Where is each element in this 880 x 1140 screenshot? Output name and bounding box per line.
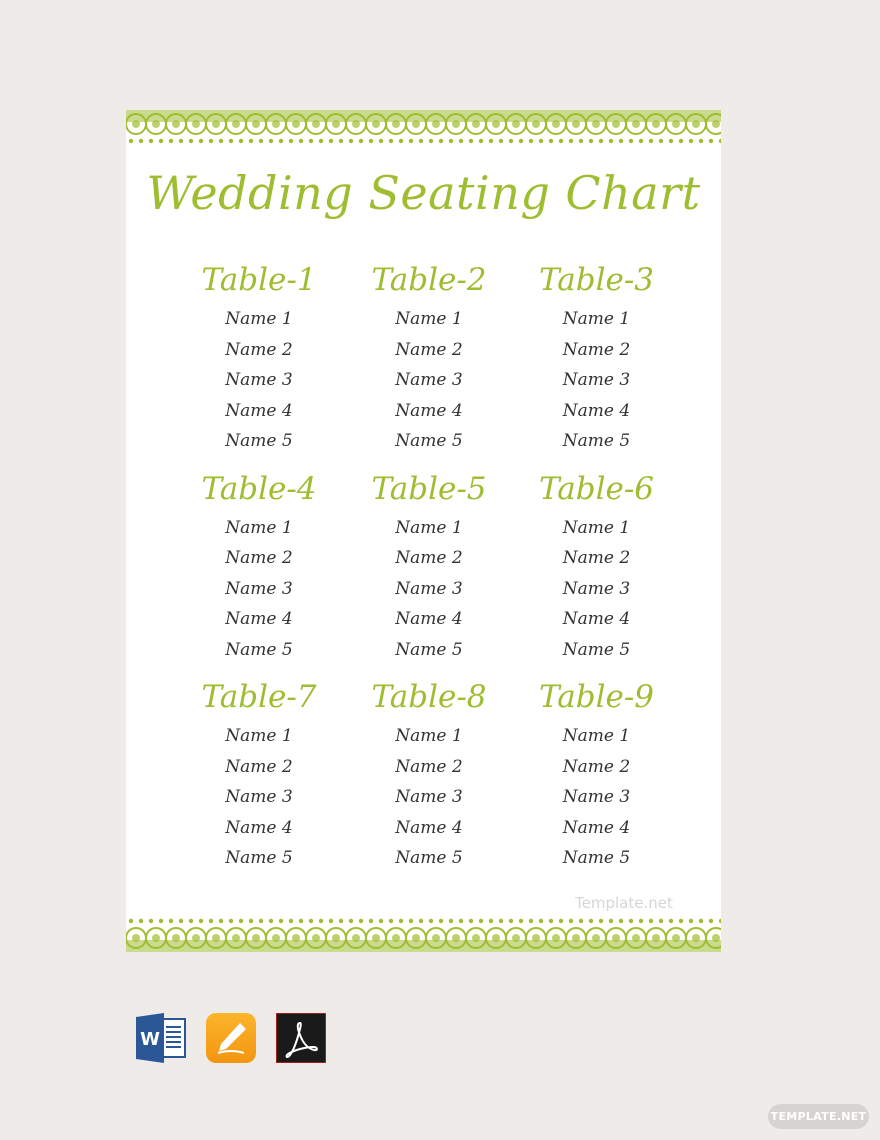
table-block-2 bbox=[344, 258, 514, 457]
table-block-9 bbox=[514, 675, 679, 874]
guest-name: Name 2 bbox=[562, 756, 631, 777]
guest-name: Name 4 bbox=[562, 400, 631, 421]
guest-name: Name 5 bbox=[225, 848, 293, 868]
lace-border-bottom bbox=[126, 918, 721, 952]
table-block-1 bbox=[174, 258, 344, 457]
word-icon[interactable] bbox=[136, 1013, 186, 1063]
guest-name: Name 3 bbox=[395, 578, 463, 599]
guest-name: Name 3 bbox=[562, 578, 631, 599]
guest-name: Name 2 bbox=[395, 756, 463, 777]
table-block-7 bbox=[174, 675, 344, 874]
table-name: Table-1 bbox=[201, 262, 317, 298]
guest-name: Name 5 bbox=[562, 848, 631, 868]
guest-name: Name 4 bbox=[225, 817, 293, 838]
guest-name: Name 3 bbox=[225, 578, 293, 599]
guest-name: Name 3 bbox=[225, 787, 293, 807]
guest-name: Name 4 bbox=[562, 817, 631, 838]
guest-name: Name 5 bbox=[225, 431, 293, 451]
seating-chart-document bbox=[126, 110, 721, 952]
guest-name: Name 1 bbox=[395, 726, 463, 746]
guest-name: Name 2 bbox=[395, 548, 463, 568]
guest-name: Name 1 bbox=[562, 517, 631, 538]
template-net-badge[interactable]: TEMPLATE.NET bbox=[768, 1104, 869, 1129]
guest-name: Name 5 bbox=[562, 431, 631, 451]
guest-name: Name 5 bbox=[225, 639, 293, 660]
guest-name: Name 5 bbox=[395, 431, 463, 451]
guest-name: Name 1 bbox=[395, 309, 463, 329]
guest-name: Name 3 bbox=[562, 370, 631, 390]
format-icons bbox=[136, 1013, 326, 1063]
guest-name: Name 5 bbox=[395, 848, 463, 868]
lace-border-top bbox=[126, 110, 721, 144]
guest-name: Name 5 bbox=[562, 639, 631, 660]
guest-name: Name 1 bbox=[562, 726, 631, 746]
guest-name: Name 1 bbox=[395, 517, 463, 538]
guest-name: Name 2 bbox=[225, 756, 293, 777]
table-name: Table-9 bbox=[538, 679, 655, 715]
table-name: Table-8 bbox=[371, 679, 487, 715]
guest-name: Name 4 bbox=[562, 609, 631, 629]
guest-name: Name 1 bbox=[225, 726, 293, 746]
table-block-8 bbox=[344, 675, 514, 874]
guest-name: Name 4 bbox=[225, 400, 293, 421]
guest-name: Name 4 bbox=[395, 400, 463, 421]
guest-name: Name 3 bbox=[225, 370, 293, 390]
table-block-4 bbox=[174, 467, 344, 666]
guest-name: Name 1 bbox=[225, 517, 293, 538]
table-name: Table-7 bbox=[201, 679, 317, 715]
chart-title: Wedding Seating Chart bbox=[146, 166, 701, 220]
pdf-icon[interactable] bbox=[276, 1013, 326, 1063]
guest-name: Name 3 bbox=[395, 787, 463, 807]
table-name: Table-2 bbox=[371, 262, 487, 298]
table-name: Table-5 bbox=[371, 470, 487, 507]
guest-name: Name 4 bbox=[395, 817, 463, 838]
table-name: Table-6 bbox=[538, 470, 655, 507]
svg-text:W: W bbox=[140, 1029, 160, 1050]
table-block-5 bbox=[344, 467, 514, 666]
table-name: Table-4 bbox=[201, 470, 317, 507]
guest-name: Name 5 bbox=[395, 639, 463, 660]
table-name: Table-3 bbox=[538, 262, 655, 298]
guest-name: Name 2 bbox=[562, 339, 631, 360]
pages-icon[interactable] bbox=[206, 1013, 256, 1063]
tables-grid bbox=[174, 258, 679, 874]
table-block-3 bbox=[514, 258, 679, 457]
guest-name: Name 2 bbox=[225, 339, 293, 360]
guest-name: Name 2 bbox=[562, 548, 631, 568]
guest-name: Name 3 bbox=[562, 787, 631, 807]
guest-name: Name 4 bbox=[395, 609, 463, 629]
guest-name: Name 1 bbox=[225, 309, 293, 329]
guest-name: Name 2 bbox=[225, 548, 293, 568]
guest-name: Name 4 bbox=[225, 609, 293, 629]
table-block-6 bbox=[514, 467, 679, 666]
watermark: Template.net bbox=[575, 894, 673, 912]
guest-name: Name 3 bbox=[395, 370, 463, 390]
guest-name: Name 1 bbox=[562, 309, 631, 329]
guest-name: Name 2 bbox=[395, 339, 463, 360]
